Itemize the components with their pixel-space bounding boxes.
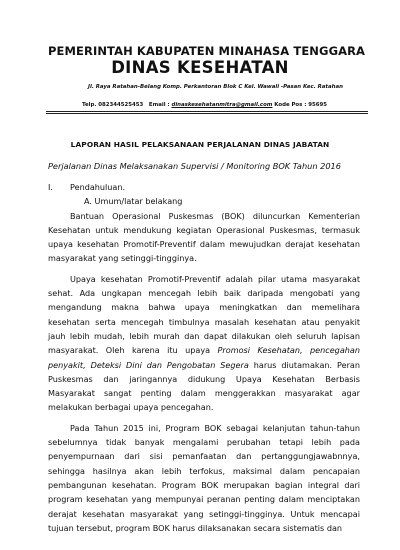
- paragraph-3: Pada Tahun 2015 ini, Program BOK sebagai kelanjutan tahun-tahun sebelumnya tidak banyak mengalami perubahan tetapi lebih pada penyempurnaan dari sisi pemanfaatan dan pertanggungjawabnnya, sehingga hasilnya akan lebih terfokus, maksimal dalam pencapaian pembangunan kesehatan. Program BOK merupakan bagian integral dari program kesehatan yang mempunyai peranan penting dalam menciptakan derajat kesehatan masyarakat yang setinggi-tingginya. Untuk mencapai tujuan tersebut, program BOK harus dilaksanakan secara sistematis dan: [48, 422, 360, 533]
- letterhead-rule: [46, 111, 368, 112]
- paragraph-2-emphasis: Promosi Kesehatan, pencegahan penyakit, Deteksi Dini dan Pengobatan Segera: [48, 345, 360, 370]
- letterhead-rule-thin: [46, 113, 368, 114]
- email-label: Email :: [148, 102, 170, 108]
- report-subtitle: Perjalanan Dinas Melaksanakan Supervisi / Monitoring BOK Tahun 2016: [48, 161, 341, 171]
- section-title: Pendahuluan.: [70, 182, 126, 192]
- section-number: I.: [48, 182, 53, 192]
- paragraph-1: Bantuan Operasional Puskesmas (BOK) diluncurkan Kementerian Kesehatan untuk mendukung kegiatan Operasional Puskesmas, termasuk upaya kesehatan Promotif-Preventif dalam mewujudkan derajat kesehatan masyarakat yang setinggi-tingginya.: [48, 210, 360, 264]
- subsection-heading: A. Umum/latar belakang: [84, 196, 183, 207]
- section-heading: [48, 180, 360, 194]
- government-name: PEMERINTAH KABUPATEN MINAHASA TENGGARA: [48, 44, 366, 58]
- report-title: LAPORAN HASIL PELAKSANAAN PERJALANAN DINAS JABATAN: [70, 140, 330, 149]
- paragraph-2-text-b: harus diutamakan. Peran Puskesmas dan jaringannya didukung Upaya Kesehatan Berbasis Masyarakat sangat penting dalam menggerakkan masyarakat agar melakukan berbagai upaya pencegahan.: [48, 359, 361, 413]
- phone-text: Telp. 082344525453: [82, 102, 144, 108]
- letterhead-address: [48, 83, 368, 91]
- report-body: [48, 180, 360, 535]
- paragraph-2-text-a: Upaya kesehatan Promotif-Preventif adalah pilar utama masyarakat sehat. Ada ungkapan mencegah lebih baik daripada mengobati yang mengandung makna bahwa upaya meningkatkan dan memelihara kesehatan serta mencegah timbulnya masalah kesehatan atau penyakit jauh lebih mudah, lebih murah dan dapat dilakukan oleh seluruh lapisan masyarakat. Oleh karena itu upaya: [48, 273, 360, 356]
- paragraph-2: [48, 272, 360, 415]
- postal-code: Kode Pos : 95695: [274, 102, 328, 108]
- letterhead-contact: [82, 102, 327, 108]
- email-link[interactable]: dinaskesehatanmitra@gmail.com: [171, 102, 273, 108]
- agency-name: DINAS KESEHATAN: [111, 58, 289, 77]
- address-text: Jl. Raya Ratahan-Belang Komp. Perkantoran Blok C Kel. Wawali -Pasan Kec. Ratahan: [88, 84, 343, 90]
